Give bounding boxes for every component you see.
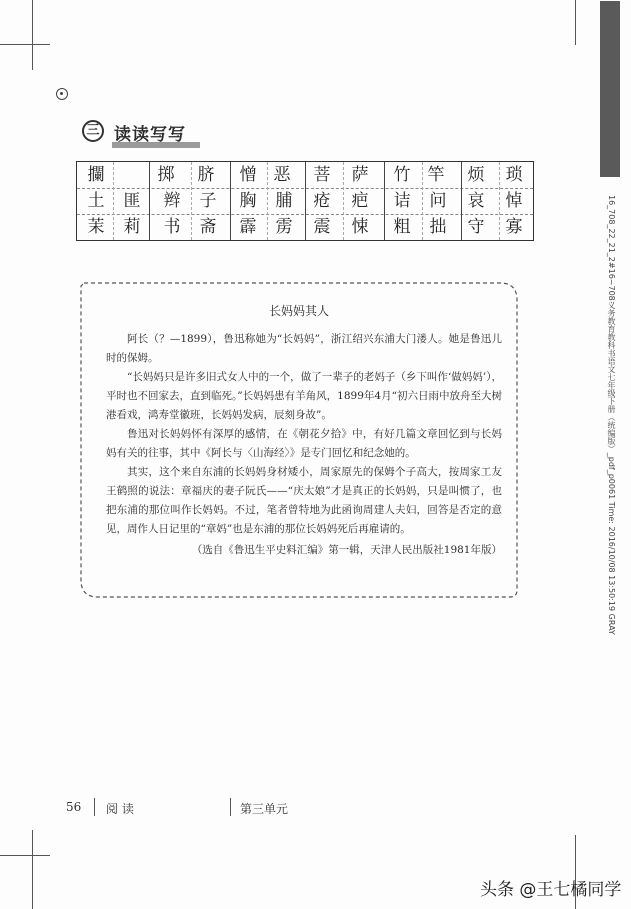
footer-section-label: 阅 读 bbox=[106, 802, 134, 816]
article-source: （选自《鲁迅生平史料汇编》第一辑，天津人民出版社1981年版） bbox=[191, 544, 502, 556]
article-title: 长妈妈其人 bbox=[268, 304, 329, 318]
article-box bbox=[80, 282, 518, 598]
grid-line bbox=[343, 162, 344, 240]
crop-mark bbox=[0, 44, 50, 45]
vocab-char: 悚 bbox=[351, 217, 369, 237]
vocab-char: 震 bbox=[313, 217, 331, 237]
crop-mark bbox=[575, 0, 576, 45]
footer-divider bbox=[230, 798, 231, 816]
article-body bbox=[106, 330, 502, 560]
vocab-char: 脐 bbox=[197, 165, 215, 185]
page-number: 56 bbox=[66, 800, 82, 814]
grid-separator bbox=[384, 162, 385, 240]
vocab-char: 胸 bbox=[239, 191, 257, 211]
section-number: 三 bbox=[82, 120, 104, 142]
vocab-char: 诘 bbox=[393, 191, 411, 211]
vocab-char: 粗 bbox=[393, 217, 411, 237]
vocab-char: 匪 bbox=[123, 191, 141, 211]
vocab-char: 守 bbox=[467, 217, 485, 237]
footer-divider bbox=[94, 798, 95, 816]
vocab-char: 疮 bbox=[313, 191, 331, 211]
vocab-char: 问 bbox=[429, 191, 447, 211]
vocab-char: 悼 bbox=[505, 191, 523, 211]
crop-mark bbox=[0, 855, 50, 856]
vocab-char: 疤 bbox=[351, 191, 369, 211]
vocab-char: 书 bbox=[163, 217, 181, 237]
vocab-char: 哀 bbox=[467, 191, 485, 211]
page-marker-icon bbox=[56, 88, 68, 100]
vocab-char: 辫 bbox=[163, 191, 181, 211]
article-paragraph: 其实，这个来自东浦的长妈妈身材矮小，周家原先的保姆个子高大，按周家工友王鹤照的说法：章福庆的妻子阮氏——“庆太娘”才是真正的长妈妈，只是叫惯了，也把东浦的那位叫作长妈妈。不过，笔者曾特地为此函询周建人夫妇，回答是否定的意见，周作人日记里的“章妈”也是东浦的那位长妈妈死后再雇请的。 bbox=[106, 466, 502, 535]
grid-line bbox=[267, 162, 268, 240]
vocab-char: 恶 bbox=[273, 165, 291, 185]
vocab-char: 雳 bbox=[275, 217, 293, 237]
vocab-char: 土 bbox=[87, 191, 105, 211]
vocab-char: 竹 bbox=[393, 165, 411, 185]
crop-mark bbox=[32, 830, 33, 909]
section-title: 读读写写 bbox=[114, 125, 186, 145]
grid-separator bbox=[230, 162, 231, 240]
article-paragraph: 鲁迅对长妈妈怀有深厚的感情，在《朝花夕拾》中，有好几篇文章回忆到与长妈妈有关的往事，其中《阿长与〈山海经〉》是专门回忆和纪念她的。 bbox=[106, 428, 502, 459]
grid-line bbox=[191, 162, 192, 240]
article-paragraph: 阿长（？—1899），鲁迅称她为“长妈妈”，浙江绍兴东浦大门溇人。她是鲁迅儿时的保姆。 bbox=[106, 333, 502, 364]
grid-line bbox=[113, 162, 114, 240]
vocab-char: 竿 bbox=[427, 165, 445, 185]
print-info-text: 16_708_22_21_2#16~708义务教育教科书语文七年级下册（统编版）_pdf_p0061 Time: 2016/10/08 13:50:19 GRAY bbox=[607, 195, 616, 635]
grid-line bbox=[499, 162, 500, 240]
grid-separator bbox=[305, 162, 306, 240]
side-color-bar bbox=[600, 1, 620, 177]
grid-separator bbox=[461, 162, 462, 240]
vocab-char: 拙 bbox=[429, 217, 447, 237]
vocab-char: 寡 bbox=[505, 217, 523, 237]
vocab-char: 茉 bbox=[87, 217, 105, 237]
vocab-char: 萨 bbox=[351, 165, 369, 185]
vocab-char: 攔 bbox=[87, 165, 105, 185]
vocab-char: 子 bbox=[199, 191, 217, 211]
vocab-char: 菩 bbox=[313, 165, 331, 185]
vocab-grid bbox=[76, 161, 534, 241]
crop-mark bbox=[32, 0, 33, 70]
vocab-char: 斋 bbox=[199, 217, 217, 237]
vocab-char: 琐 bbox=[505, 165, 523, 185]
vocab-char: 脯 bbox=[275, 191, 293, 211]
vocab-char: 莉 bbox=[123, 217, 141, 237]
vocab-char: 憎 bbox=[239, 165, 257, 185]
vocab-char: 烦 bbox=[467, 165, 485, 185]
grid-separator bbox=[149, 162, 150, 240]
watermark-text: 头条 @王七橘同学 bbox=[480, 880, 622, 900]
vocab-char: 霹 bbox=[239, 217, 257, 237]
article-paragraph: “长妈妈只是许多旧式女人中的一个，做了一辈子的老妈子（乡下叫作‘做妈妈’），平时也不回家去，直到临死。”长妈妈患有羊角风，1899年4月“初六日雨中放舟至大树港看戏，鸿寿堂徽班，长妈妈发病，辰刻身故”。 bbox=[106, 371, 502, 421]
vocab-char: 掷 bbox=[157, 165, 175, 185]
footer-unit-label: 第三单元 bbox=[240, 802, 289, 816]
print-info-strip bbox=[606, 195, 616, 835]
